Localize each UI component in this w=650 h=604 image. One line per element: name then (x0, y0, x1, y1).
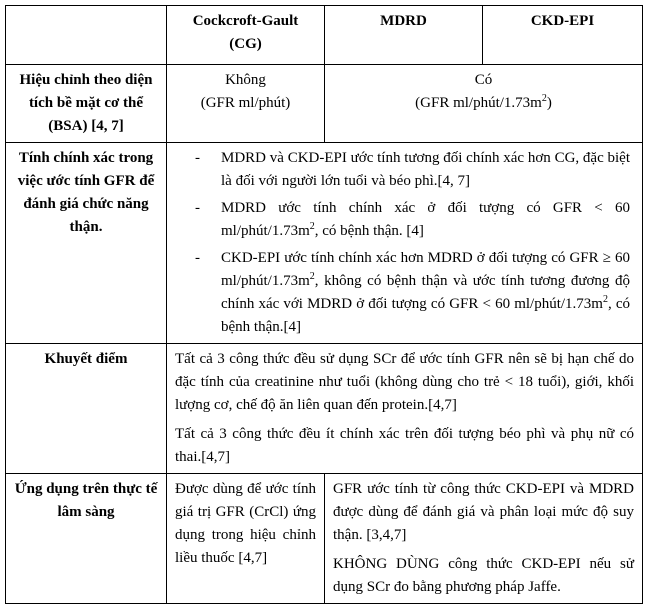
bsa-cg-value: Không (225, 72, 266, 88)
cell-clinical-mdrd-ckd (325, 474, 643, 604)
header-mdrd: MDRD (325, 6, 483, 65)
comparison-table (5, 5, 643, 604)
header-cockcroft-gault (167, 6, 325, 65)
cell-bsa-mdrd-ckd (325, 65, 643, 143)
accuracy-bullet-2: - MDRD ước tính chính xác ở đối tượng có GFR < 60 $ml/phút/1.73m^2$, có bệnh thận. [4] (195, 200, 630, 239)
accuracy-bullet-1: - MDRD và CKD-EPI ước tính tương đối chính xác hơn CG, đặc biệt là đối với người lớn tuổi và béo phì.[4, 7] (195, 150, 630, 189)
clinical-paragraph-1: GFR ước tính từ công thức CKD-EPI và MDRD được dùng để đánh giá và phân loại mức độ suy thận. [3,4,7] (333, 481, 634, 543)
row-label-clinical: Ứng dụng trên thực tế lâm sàng (6, 474, 167, 604)
cell-accuracy (167, 143, 643, 344)
row-label-bsa: Hiệu chỉnh theo diện tích bề mặt cơ thể (BSA) [4, 7] (6, 65, 167, 143)
row-label-limitations: Khuyết điểm (6, 344, 167, 474)
row-bsa (6, 65, 643, 143)
bsa-cg-unit: (GFR ml/phút) (200, 95, 291, 111)
cell-clinical-cg: Được dùng để ước tính giá trị GFR (CrCl) ứng dụng trong hiệu chỉnh liều thuốc [4,7] (167, 474, 325, 604)
limitations-paragraph-2: Tất cả 3 công thức đều ít chính xác trên đối tượng béo phì và phụ nữ có thai.[4,7] (175, 426, 634, 465)
header-cg-abbrev: (CG) (229, 36, 262, 52)
row-limitations (6, 344, 643, 474)
row-label-accuracy: Tính chính xác trong việc ước tính GFR để đánh giá chức năng thận. (6, 143, 167, 344)
row-clinical (6, 474, 643, 604)
cell-limitations (167, 344, 643, 474)
header-cg-name: Cockcroft-Gault (192, 13, 299, 29)
bsa-mdrd-ckd-unit: (GFR $ml/phút/1.73m^2$) (415, 93, 552, 111)
clinical-paragraph-2: KHÔNG DÙNG công thức CKD-EPI nếu sử dụng SCr đo bằng phương pháp Jaffe. (333, 556, 634, 595)
accuracy-bullet-3: - CKD-EPI ước tính chính xác hơn MDRD ở đối tượng có GFR ≥ 60 $ml/phút/1.73m^2$, không có bệnh thận và ước tính tương đương độ chính xác với MDRD ở đối tượng có GFR < 60 $ml/phút/1.73m^2$, có bệnh thận.[4] (195, 250, 630, 335)
header-ckd-epi: CKD-EPI (483, 6, 643, 65)
cell-bsa-cg (167, 65, 325, 143)
bsa-mdrd-ckd-value: Có (474, 72, 493, 88)
row-accuracy (6, 143, 643, 344)
limitations-paragraph-1: Tất cả 3 công thức đều sử dụng SCr để ước tính GFR nên sẽ bị hạn chế do đặc tính của creatinine như tuổi (không dùng cho trẻ < 18 tuổi), giới, khối lượng cơ, chế độ ăn liên quan đến protein.[4,7] (175, 351, 634, 413)
empty-corner-cell (6, 6, 167, 65)
header-row (6, 6, 643, 65)
